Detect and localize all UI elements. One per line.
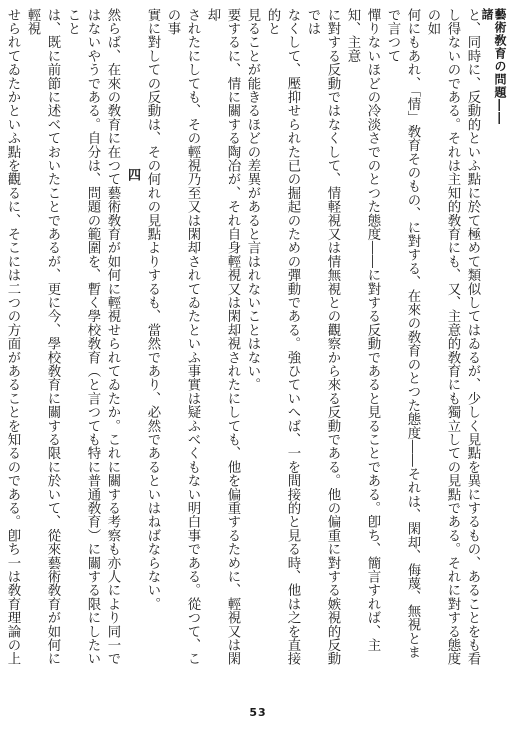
text-line: 憚りないほどの冷淡さでのとつた態度――に對する反動であると見ることである。卽ち、簡言すれば、主知、主意: [345, 8, 380, 652]
text-line: 何にもあれ、「情」敎育そのもの、に對する、在來の敎育のとつた態度――それは、閑却、侮蔑、無視とまで言つて: [385, 8, 420, 659]
body-text: [5, 8, 482, 668]
section-number: 四: [125, 168, 140, 182]
text-line: なくして、壓抑せられた已の掘起のための彈動である。強ひていへば、一を間接的と見る時、他は之を直接的と: [265, 8, 300, 666]
text-line: 然らば、在來の敎育に在つて藝術敎育が如何に輕視せられてゐたか。これに關する考察も亦人により同一で: [105, 8, 120, 666]
text-line: に對する反動ではなくして、情軽視又は情無視との觀察から來る反動である。他の偏重に對する嫉視的反動では: [305, 8, 340, 666]
text-line: と、同時に、反動的といふ點に於て極めて類似してはゐるが、少しく見點を異にするもの、あることをも看: [465, 8, 480, 666]
text-line: せられてゐたかといふ點を觀るに、そこには二つの方面があることを知るのである。卽ち一は敎育理論の上: [5, 8, 20, 666]
text-line: 見ることが能きるほどの差異があると言はれないことはない。: [245, 8, 260, 392]
text-line: はないやうである。自分は、問題の範圍を、暫く學校敎育（と言つても特に普通敎育）に關する限にしたいこと: [65, 8, 100, 666]
text-line: 實に對しての反動は、その何れの見點よりするも、當然であり、必然であるといはねばならない。: [145, 8, 160, 611]
page-number: 53: [249, 706, 267, 719]
text-line: し得ないのである。それは主知的敎育にも、又、主意的敎育にも獨立しての見點である。それに對する態度の如: [425, 8, 460, 666]
text-line: されたにしても、その輕視乃至又は閑却されてゐたといふ事實は疑ふべくもない明白事である。從つて、この事: [165, 8, 200, 666]
running-head: 藝術敎育の問題――諸: [480, 8, 507, 125]
text-line: は、既に前節に述べておいたことであるが、更に今、學校敎育に關する限に於いて、從來藝術敎育が如何に輕視: [25, 8, 60, 666]
text-line: 要するに、情に關する陶冶が、それ自身輕視又は閑却視されたにしても、他を偏重するために、輕視又は閑却: [205, 8, 240, 666]
